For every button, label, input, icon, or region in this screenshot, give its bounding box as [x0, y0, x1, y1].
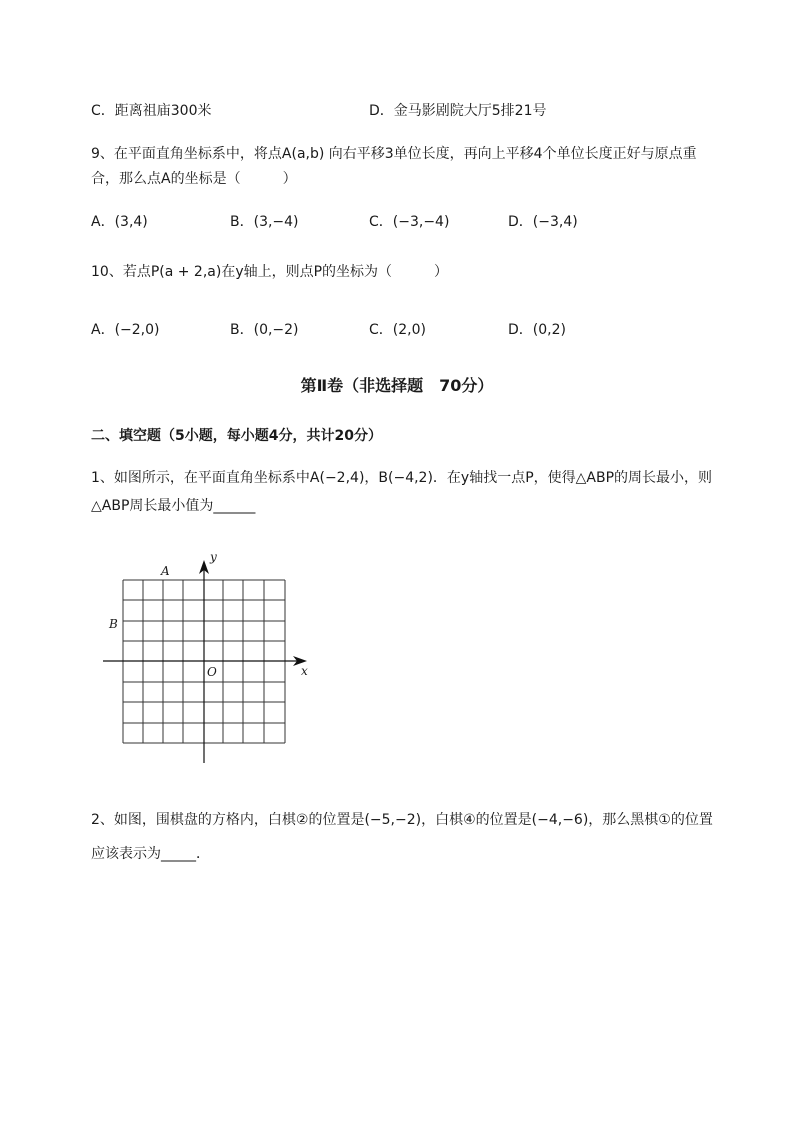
q9-option-c: C．(−3,−4) [369, 214, 450, 230]
section-heading: 二、填空题（5小题，每小题4分，共计20分） [91, 428, 382, 444]
q9-stem-line2: 合，那么点A的坐标是（ ） [91, 171, 297, 187]
q9-option-b: B．(3,−4) [230, 214, 299, 230]
fq2-stem-line1: 2、如图，围棋盘的方格内，白棋②的位置是(−5,−2)，白棋④的位置是(−4,−6)，那么黑棋①的位置 [91, 812, 713, 828]
fq2-stem-line2: 应该表示为_____． [91, 846, 210, 862]
q10-option-b: B．(0,−2) [230, 322, 299, 338]
fq1-stem-line2: △ABP周长最小值为______ [91, 498, 256, 514]
coordinate-figure [100, 550, 315, 770]
x-axis-label: x [301, 664, 308, 678]
q9-option-a: A．(3,4) [91, 214, 148, 230]
section-title: 第Ⅱ卷（非选择题 70分） [300, 376, 494, 395]
q9-option-d: D．(−3,4) [508, 214, 578, 230]
point-b-label: B [109, 617, 118, 631]
q10-option-d: D．(0,2) [508, 322, 566, 338]
point-a-label: A [161, 564, 170, 578]
q10-option-c: C．(2,0) [369, 322, 426, 338]
q8-option-c: C．距离祖庙300米 [91, 103, 212, 119]
origin-label: O [207, 665, 217, 679]
fq1-stem-line1: 1、如图所示，在平面直角坐标系中A(−2,4)，B(−4,2)．在y轴找一点P，使得△ABP的周长最小，则 [91, 470, 713, 486]
q10-option-a: A．(−2,0) [91, 322, 160, 338]
coordinate-grid [100, 550, 315, 770]
y-axis-label: y [210, 550, 217, 564]
q9-stem-line1: 9、在平面直角坐标系中，将点A(a,b) 向右平移3单位长度，再向上平移4个单位长度正好与原点重 [91, 146, 697, 162]
q8-option-d: D．金马影剧院大厅5排21号 [369, 103, 547, 119]
q10-stem: 10、若点P(a + 2,a)在y轴上，则点P的坐标为（ ） [91, 264, 449, 280]
